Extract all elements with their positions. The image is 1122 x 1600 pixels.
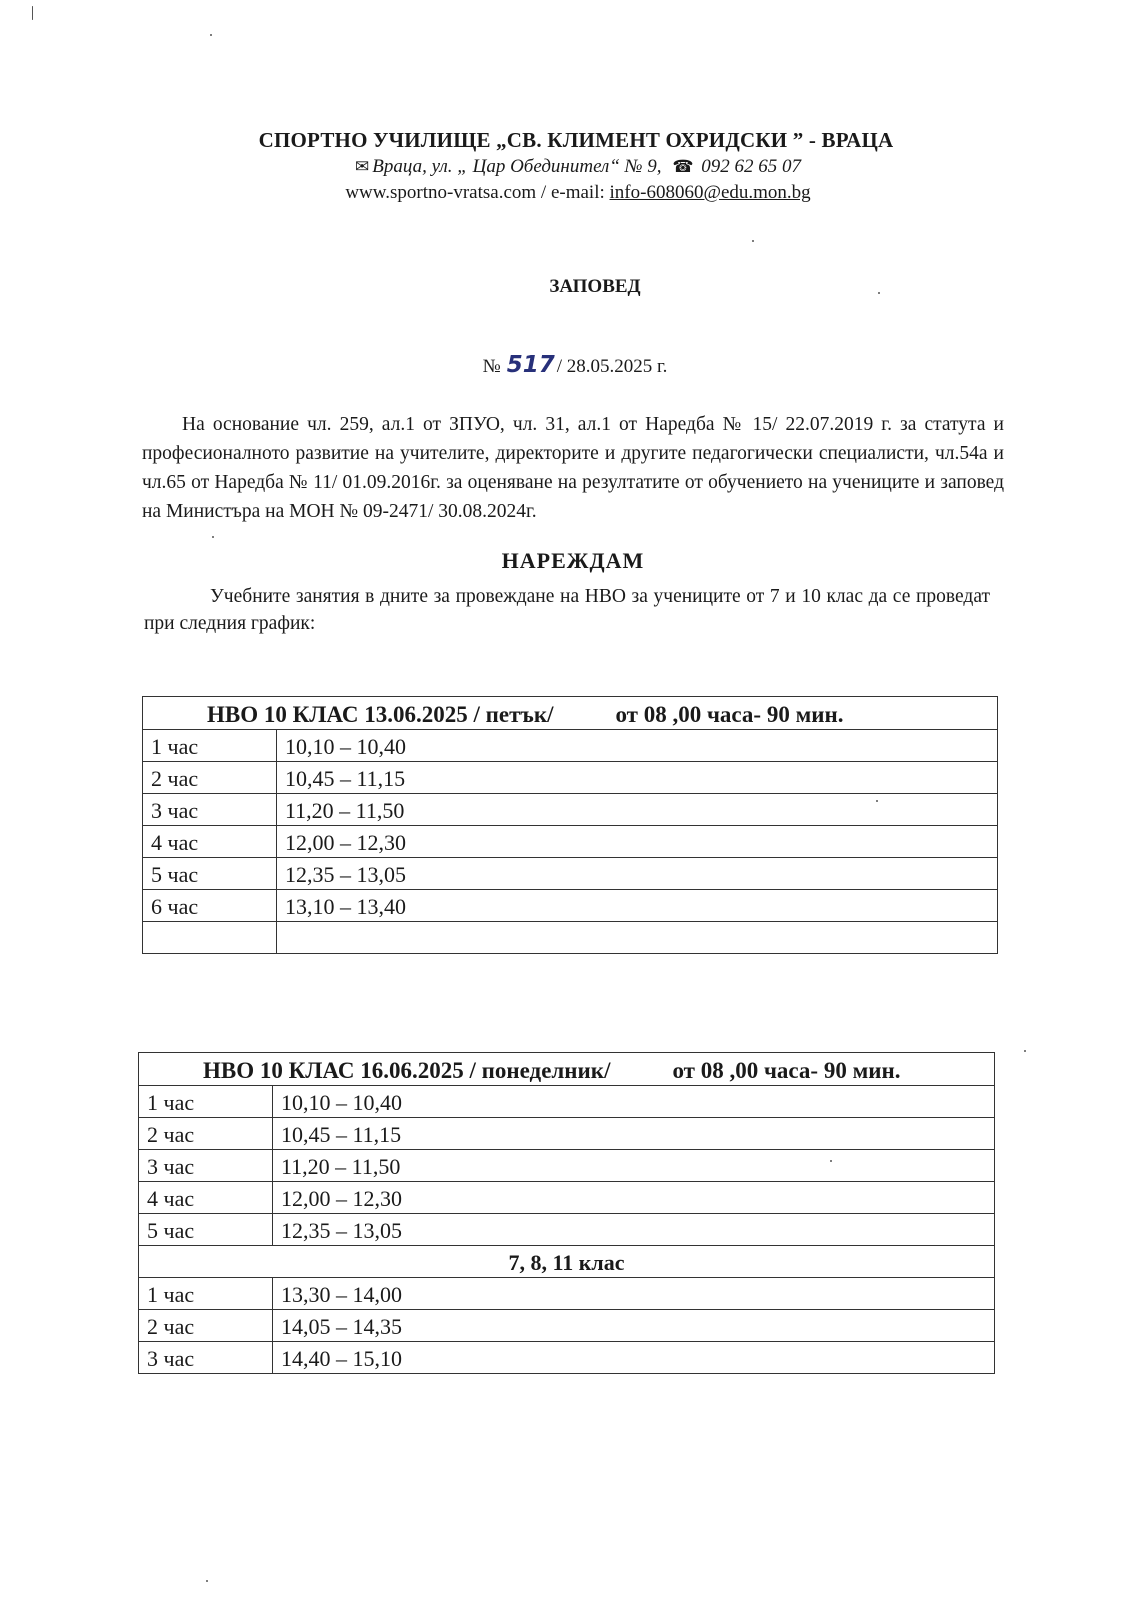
handwritten-number: 517 [506, 352, 555, 378]
scan-speck [206, 1580, 208, 1582]
phone-number: 092 62 65 07 [701, 156, 801, 177]
order-title: ЗАПОВЕД [549, 276, 641, 297]
empty-cell [277, 922, 998, 954]
time-cell: 14,05 – 14,35 [273, 1310, 995, 1342]
table-row [143, 794, 998, 826]
legal-basis [142, 410, 1004, 526]
hour-cell: 6 час [143, 890, 277, 922]
scan-speck [212, 536, 214, 538]
envelope-icon: ✉ [355, 157, 370, 176]
hour-cell: 1 час [139, 1278, 273, 1310]
email-link[interactable]: info-608060@edu.mon.bg [609, 182, 811, 203]
table-title [143, 697, 998, 730]
scan-speck [876, 800, 878, 802]
table-row [139, 1310, 995, 1342]
hour-cell: 3 час [143, 794, 277, 826]
scan-speck [32, 6, 33, 20]
scan-speck [830, 1160, 832, 1162]
schedule-table-1 [142, 696, 998, 954]
order-number [0, 352, 1122, 378]
scan-speck [752, 240, 754, 242]
table-title-date: НВО 10 КЛАС 16.06.2025 / понеделник/ [203, 1058, 611, 1083]
table-title-date: НВО 10 КЛАС 13.06.2025 / петък/ [207, 702, 554, 727]
hour-cell: 2 час [143, 762, 277, 794]
school-address [0, 156, 1122, 178]
school-name: СПОРТНО УЧИЛИЩЕ „СВ. КЛИМЕНТ ОХРИДСКИ ” - ВРАЦА [258, 128, 894, 152]
table-subheader: 7, 8, 11 клас [139, 1246, 995, 1278]
scan-speck [878, 292, 880, 294]
table-subheader-row [139, 1246, 995, 1278]
order-date: / 28.05.2025 г. [556, 356, 668, 377]
number-sign: № [482, 356, 501, 377]
hour-cell: 2 час [139, 1118, 273, 1150]
table-row [139, 1182, 995, 1214]
intro-text: Учебните занятия в дните за провеждане на НВО за учениците от 7 и 10 клас да се проведат при следния график: [144, 586, 990, 634]
hour-cell: 5 час [143, 858, 277, 890]
time-cell: 10,10 – 10,40 [273, 1086, 995, 1118]
table-header-row [139, 1053, 995, 1086]
hour-cell: 4 час [143, 826, 277, 858]
phone-icon: ☎ [672, 157, 694, 176]
address-text: Враца, ул. „ Цар Обединител“ № 9, [372, 156, 662, 177]
table-title-time: от 08 ,00 часа- 90 мин. [672, 1058, 901, 1083]
table-row [143, 730, 998, 762]
empty-cell [143, 922, 277, 954]
table-empty-row [143, 922, 998, 954]
table-title-time: от 08 ,00 часа- 90 мин. [615, 702, 844, 727]
time-cell: 13,10 – 13,40 [277, 890, 998, 922]
hour-cell: 3 час [139, 1150, 273, 1182]
time-cell: 13,30 – 14,00 [273, 1278, 995, 1310]
scan-speck [210, 34, 212, 36]
table-title [139, 1053, 995, 1086]
table-row [143, 890, 998, 922]
intro-paragraph [144, 583, 990, 637]
table-row [139, 1150, 995, 1182]
table-row [139, 1214, 995, 1246]
scan-speck [1024, 1050, 1026, 1052]
school-contacts [0, 182, 1122, 204]
time-cell: 12,35 – 13,05 [277, 858, 998, 890]
hour-cell: 1 час [143, 730, 277, 762]
table-row [139, 1278, 995, 1310]
table-row [139, 1118, 995, 1150]
website-text: www.sportno-vratsa.com / e-mail: [345, 182, 605, 203]
time-cell: 12,00 – 12,30 [277, 826, 998, 858]
table-row [143, 762, 998, 794]
time-cell: 14,40 – 15,10 [273, 1342, 995, 1374]
time-cell: 11,20 – 11,50 [277, 794, 998, 826]
time-cell: 12,35 – 13,05 [273, 1214, 995, 1246]
hour-cell: 4 час [139, 1182, 273, 1214]
table-row [139, 1086, 995, 1118]
time-cell: 10,45 – 11,15 [277, 762, 998, 794]
decree-heading: НАРЕЖДАМ [501, 548, 645, 573]
hour-cell: 1 час [139, 1086, 273, 1118]
time-cell: 10,45 – 11,15 [273, 1118, 995, 1150]
table-header-row [143, 697, 998, 730]
schedule-table-2 [138, 1052, 995, 1374]
time-cell: 10,10 – 10,40 [277, 730, 998, 762]
hour-cell: 3 час [139, 1342, 273, 1374]
time-cell: 11,20 – 11,50 [273, 1150, 995, 1182]
hour-cell: 5 час [139, 1214, 273, 1246]
hour-cell: 2 час [139, 1310, 273, 1342]
legal-basis-text: На основание чл. 259, ал.1 от ЗПУО, чл. 31, ал.1 от Наредба № 15/ 22.07.2019 г. за статута и професионалното развитие на учителите, директорите и другите педагогически специалисти, чл.54а и чл.65 от Наредба № 11/ 01.09.2016г. за оценяване на резултатите от обучението на учениците и заповед на Министъра на МОН № 09-2471/ 30.08.2024г. [142, 414, 1004, 522]
time-cell: 12,00 – 12,30 [273, 1182, 995, 1214]
table-row [143, 826, 998, 858]
table-row [143, 858, 998, 890]
table-row [139, 1342, 995, 1374]
